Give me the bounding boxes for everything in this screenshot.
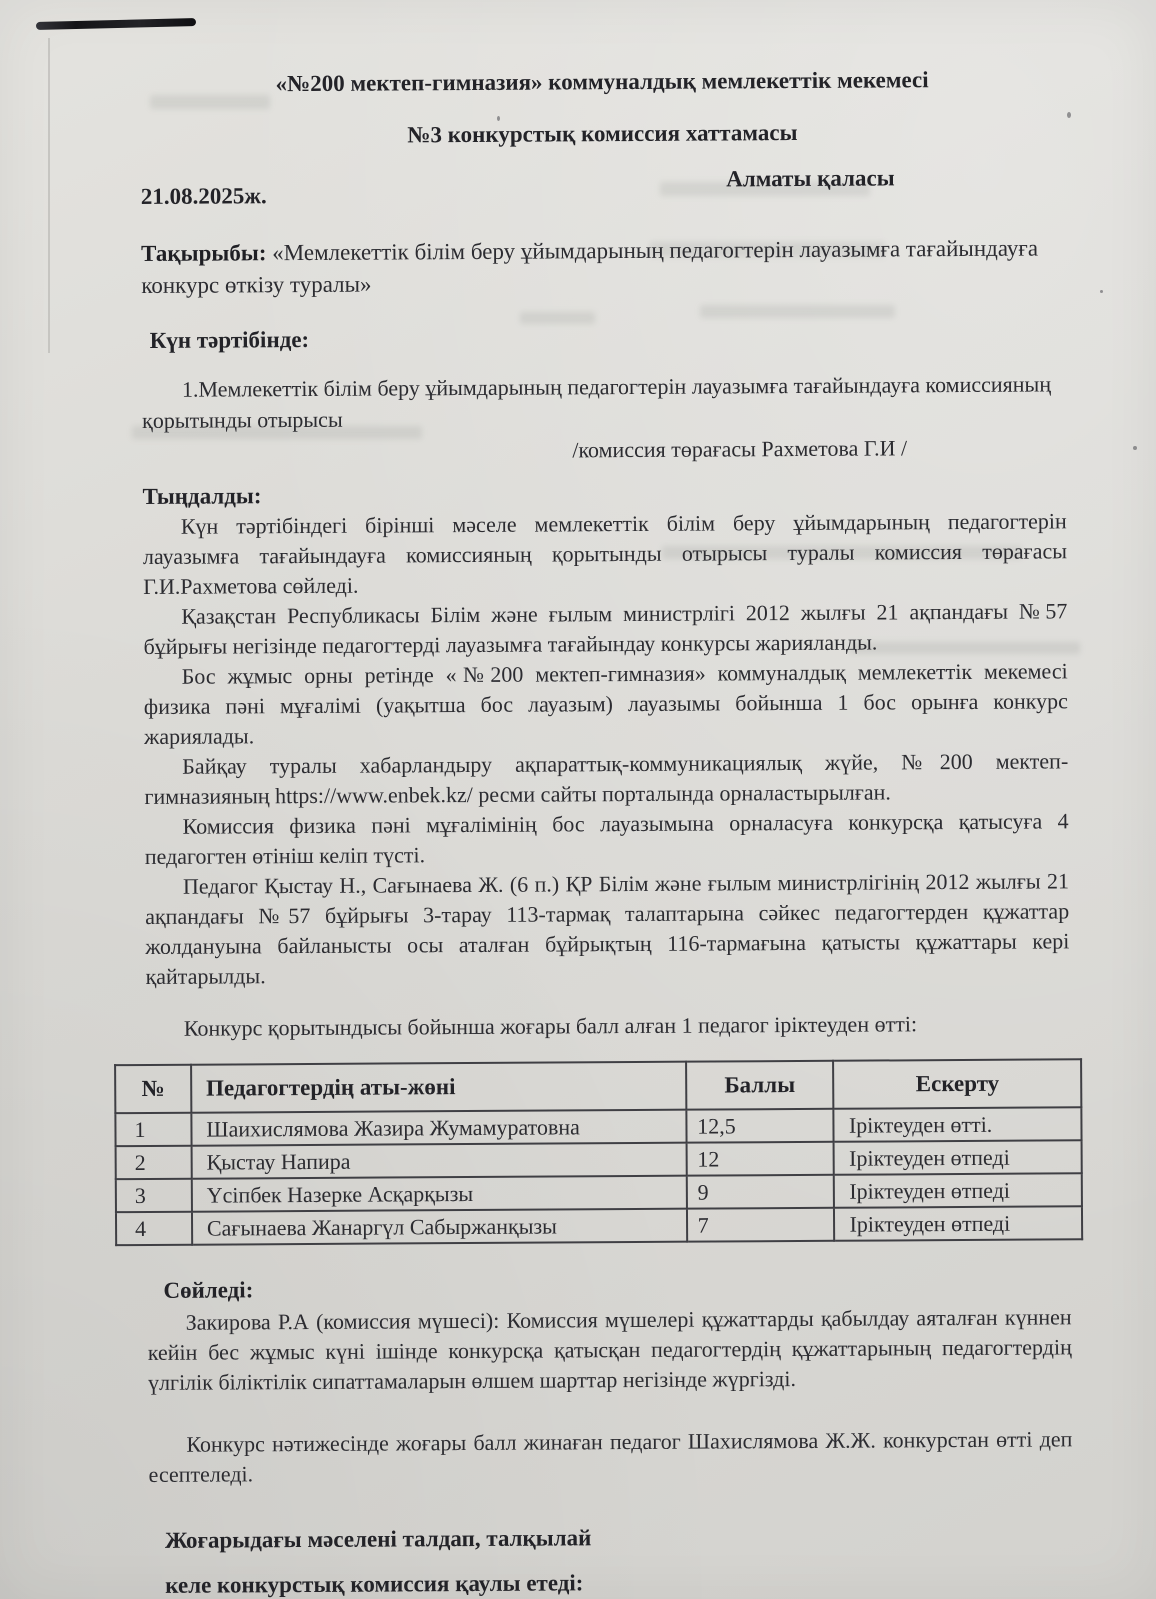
org-title: «№200 мектеп-гимназия» коммуналдық мемлекеттік мекемесі — [275, 67, 929, 97]
cell-number: 1 — [115, 1113, 191, 1146]
dateline — [140, 165, 1065, 212]
city-label: Алматы қаласы — [726, 165, 895, 192]
heard-paragraph: Байқау туралы хабарландыру ақпараттық-коммуникациялық жүйе, №200 мектеп-гимназияның https://www.enbek.kz/ ресми сайты порталында орналастырылған. — [144, 748, 1069, 809]
heard-heading: Тыңдалды: — [142, 483, 262, 509]
result-line: Конкурс қорытындысы бойынша жоғары балл алған 1 педагог іріктеуден өтті: — [183, 1011, 918, 1041]
pen-mark — [36, 18, 196, 30]
heard-paragraph: Педагог Қыстау Н., Сағынаева Ж. (6 п.) ҚР Білім және ғылым министрлігінің 2012 жылғы 21 ақпандағы №57 бұйрығы 3-тарау 113-тармақ талаптарына сәйкес педагогтерден құжаттар жолдануына байланысты осы аталған бұйрықтың 116-тармағына қатысты құжаттары кері қайтарылды. — [145, 868, 1070, 989]
dust-speck — [1067, 112, 1071, 118]
cell-note: Іріктеуден өтпеді — [834, 1206, 1082, 1241]
table-row — [116, 1206, 1082, 1245]
agenda-item: 1.Мемлекеттік білім беру ұйымдарының педагогтерін лауазымға тағайындауға комиссияның қорытынды отырысы — [142, 371, 1052, 433]
cell-number: 4 — [116, 1212, 192, 1245]
table-header-row — [115, 1059, 1081, 1113]
heard-paragraph: Қазақстан Республикасы Білім және ғылым министрлігі 2012 жылғы 21 ақпандағы №57 бұйрығы негізінде педагогтерді лауазымға тағайындау конкурсы жарияланды. — [143, 598, 1068, 659]
cell-score: 7 — [687, 1208, 835, 1242]
document-content — [134, 64, 1073, 1599]
col-header-score: Баллы — [686, 1061, 834, 1110]
cell-name: Шаихислямова Жазира Жумамуратовна — [191, 1110, 686, 1146]
col-header-name: Педагогтердің аты-жөні — [191, 1062, 686, 1113]
cell-score: 12,5 — [686, 1109, 834, 1143]
spoke-heading: Сөйледі: — [163, 1277, 254, 1303]
cell-name: Қыстау Напира — [191, 1143, 686, 1179]
subject-paragraph — [141, 232, 1065, 302]
subject-text: «Мемлекеттік білім беру ұйымдарының педагогтерін лауазымға тағайындауға конкурс өткізу туралы» — [141, 235, 1039, 298]
col-header-note: Ескерту — [834, 1059, 1082, 1109]
dust-speck — [1100, 290, 1103, 293]
agenda-heading: Күн тәртібінде: — [149, 326, 310, 353]
cell-number: 3 — [116, 1179, 192, 1212]
conclusion-paragraph: Конкурс нәтижесінде жоғары балл жинаған педагог Шахислямова Ж.Ж. конкурстан өтті деп есептеледі. — [148, 1426, 1073, 1487]
cell-name: Үсіпбек Назерке Асқарқызы — [192, 1176, 687, 1212]
decision-line-1: Жоғарыдағы мәселені талдап, талқылай — [164, 1525, 592, 1553]
heard-paragraph: Күн тәртібіндегі бірінші мәселе мемлекеттік білім беру ұйымдарының педагогтерін лауазымға тағайындауға комиссияның қорытынды отырысы туралы комиссия төрағасы Г.И.Рахметова сөйледі. — [142, 508, 1068, 599]
cell-name: Сағынаева Жанаргүл Сабыржанқызы — [192, 1209, 687, 1245]
spoke-paragraph: Закирова Р.А (комиссия мүшесі): Комиссия мүшелері құжаттарды қабылдау аяталған күннен кейін бес жұмыс күні ішінде конкурсқа қатысқан педагогтердің құжаттарының педагогтердің үлгілік біліктілік сипаттамаларын өлшем шарттар негізінде жүргізді. — [147, 1304, 1072, 1395]
heard-paragraph: Комиссия физика пәні мұғалімінің бос лауазымына орналасуға конкурсқа қатысуға 4 педагогтен өтініш келіп түсті. — [144, 808, 1069, 869]
col-header-number: № — [115, 1065, 191, 1113]
cell-note: Іріктеуден өтпеді — [834, 1140, 1082, 1175]
cell-score: 12 — [686, 1142, 834, 1176]
protocol-title: №3 конкурстық комиссия хаттамасы — [407, 119, 798, 148]
dust-speck — [1133, 446, 1137, 450]
cell-number: 2 — [116, 1146, 192, 1179]
protocol-date: 21.08.2025ж. — [140, 183, 267, 209]
page-fold-line — [48, 38, 50, 353]
subject-label: Тақырыбы: — [141, 240, 267, 266]
heard-paragraph: Бос жұмыс орны ретінде «№200 мектеп-гимназия» коммуналдық мемлекеттік мекемесі физика пәні мұғалімі (уақытша бос лауазым) лауазымы бойынша 1 бос орынға конкурс жариялады. — [143, 658, 1068, 749]
cell-score: 9 — [686, 1175, 834, 1209]
chairman-line: /комиссия төрағасы Рахметова Г.И / — [572, 435, 908, 463]
cell-note: Іріктеуден өтпеді — [834, 1173, 1082, 1208]
decision-line-2: келе конкурстық комиссия қаулы етеді: — [165, 1570, 584, 1598]
cell-note: Іріктеуден өтті. — [834, 1107, 1082, 1142]
results-table — [114, 1058, 1083, 1246]
